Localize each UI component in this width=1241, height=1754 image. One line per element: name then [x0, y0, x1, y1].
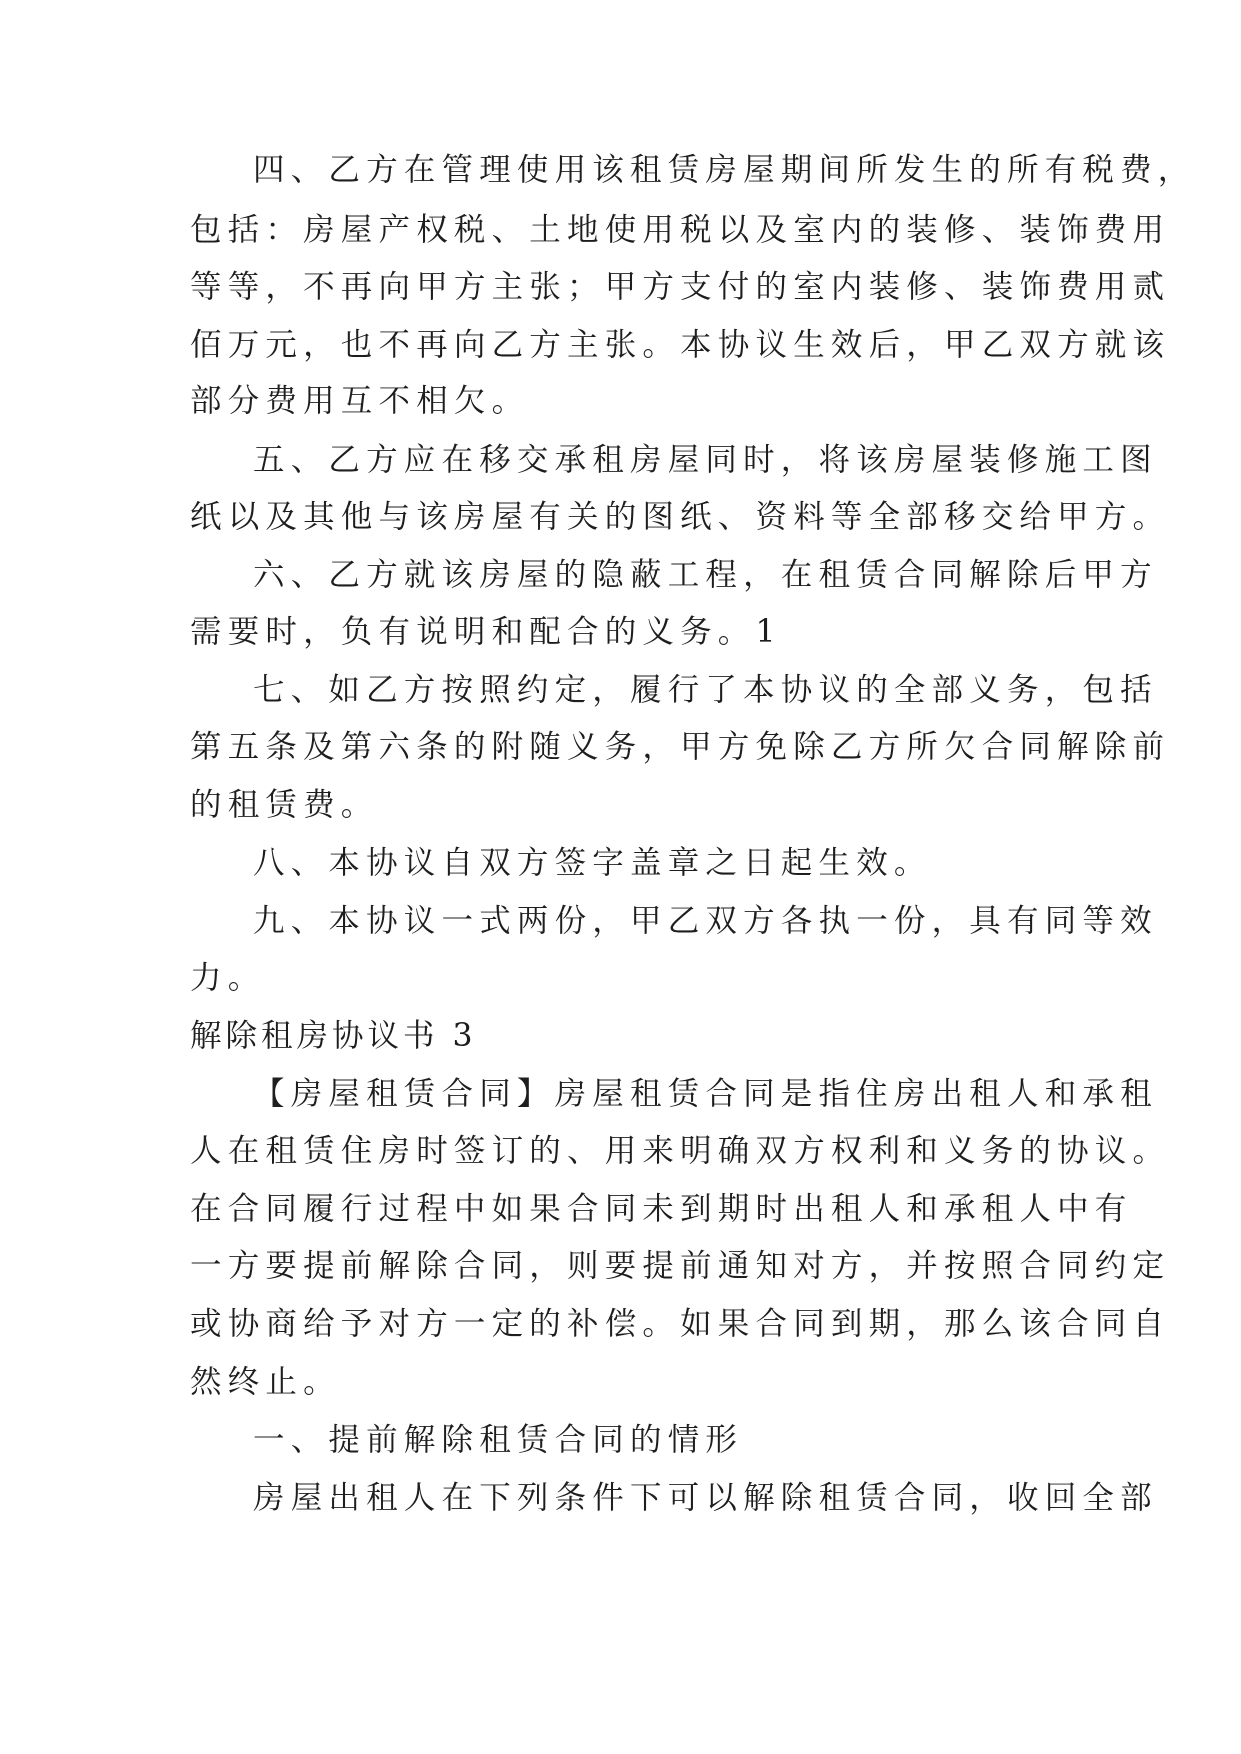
clause-6-line-2: 需要时，负有说明和配合的义务。1: [190, 614, 782, 650]
final-para-line-1: 房屋出租人在下列条件下可以解除租赁合同，收回全部: [253, 1480, 1158, 1516]
intro-para-line-5: 或协商给予对方一定的补偿。如果合同到期，那么该合同自: [190, 1306, 1171, 1342]
clause-4-line-5: 部分费用互不相欠。: [190, 383, 530, 419]
clause-9-line-1: 九、本协议一式两份，甲乙双方各执一份，具有同等效: [253, 903, 1158, 939]
clause-5-line-2: 纸以及其他与该房屋有关的图纸、资料等全部移交给甲方。: [190, 499, 1171, 535]
clause-4-line-1: 四、乙方在管理使用该租赁房屋期间所发生的所有税费，: [253, 152, 1196, 188]
intro-para-line-2: 人在租赁住房时签订的、用来明确双方权利和义务的协议。: [190, 1133, 1171, 1169]
intro-para-line-4: 一方要提前解除合同，则要提前通知对方，并按照合同约定: [190, 1248, 1171, 1284]
intro-para-line-1: 【房屋租赁合同】房屋租赁合同是指住房出租人和承租: [253, 1076, 1158, 1112]
intro-para-line-3: 在合同履行过程中如果合同未到期时出租人和承租人中有: [190, 1191, 1133, 1227]
clause-7-line-2: 第五条及第六条的附随义务，甲方免除乙方所欠合同解除前: [190, 729, 1171, 765]
intro-para-line-6: 然终止。: [190, 1364, 341, 1400]
clause-7-line-1: 七、如乙方按照约定，履行了本协议的全部义务，包括: [253, 672, 1158, 708]
clause-4-line-4: 佰万元，也不再向乙方主张。本协议生效后，甲乙双方就该: [190, 327, 1171, 363]
clause-5-line-1: 五、乙方应在移交承租房屋同时，将该房屋装修施工图: [253, 442, 1158, 478]
section-heading: 解除租房协议书 3: [190, 1018, 477, 1054]
clause-4-line-3: 等等，不再向甲方主张；甲方支付的室内装修、装饰费用贰: [190, 269, 1171, 305]
clause-6-line-1: 六、乙方就该房屋的隐蔽工程，在租赁合同解除后甲方: [253, 557, 1158, 593]
clause-8-line-1: 八、本协议自双方签字盖章之日起生效。: [253, 845, 932, 881]
clause-7-line-3: 的租赁费。: [190, 787, 379, 823]
subsection-heading: 一、提前解除租赁合同的情形: [253, 1422, 744, 1458]
clause-9-line-2: 力。: [190, 960, 266, 996]
clause-4-line-2: 包括：房屋产权税、土地使用税以及室内的装修、装饰费用: [190, 212, 1171, 248]
